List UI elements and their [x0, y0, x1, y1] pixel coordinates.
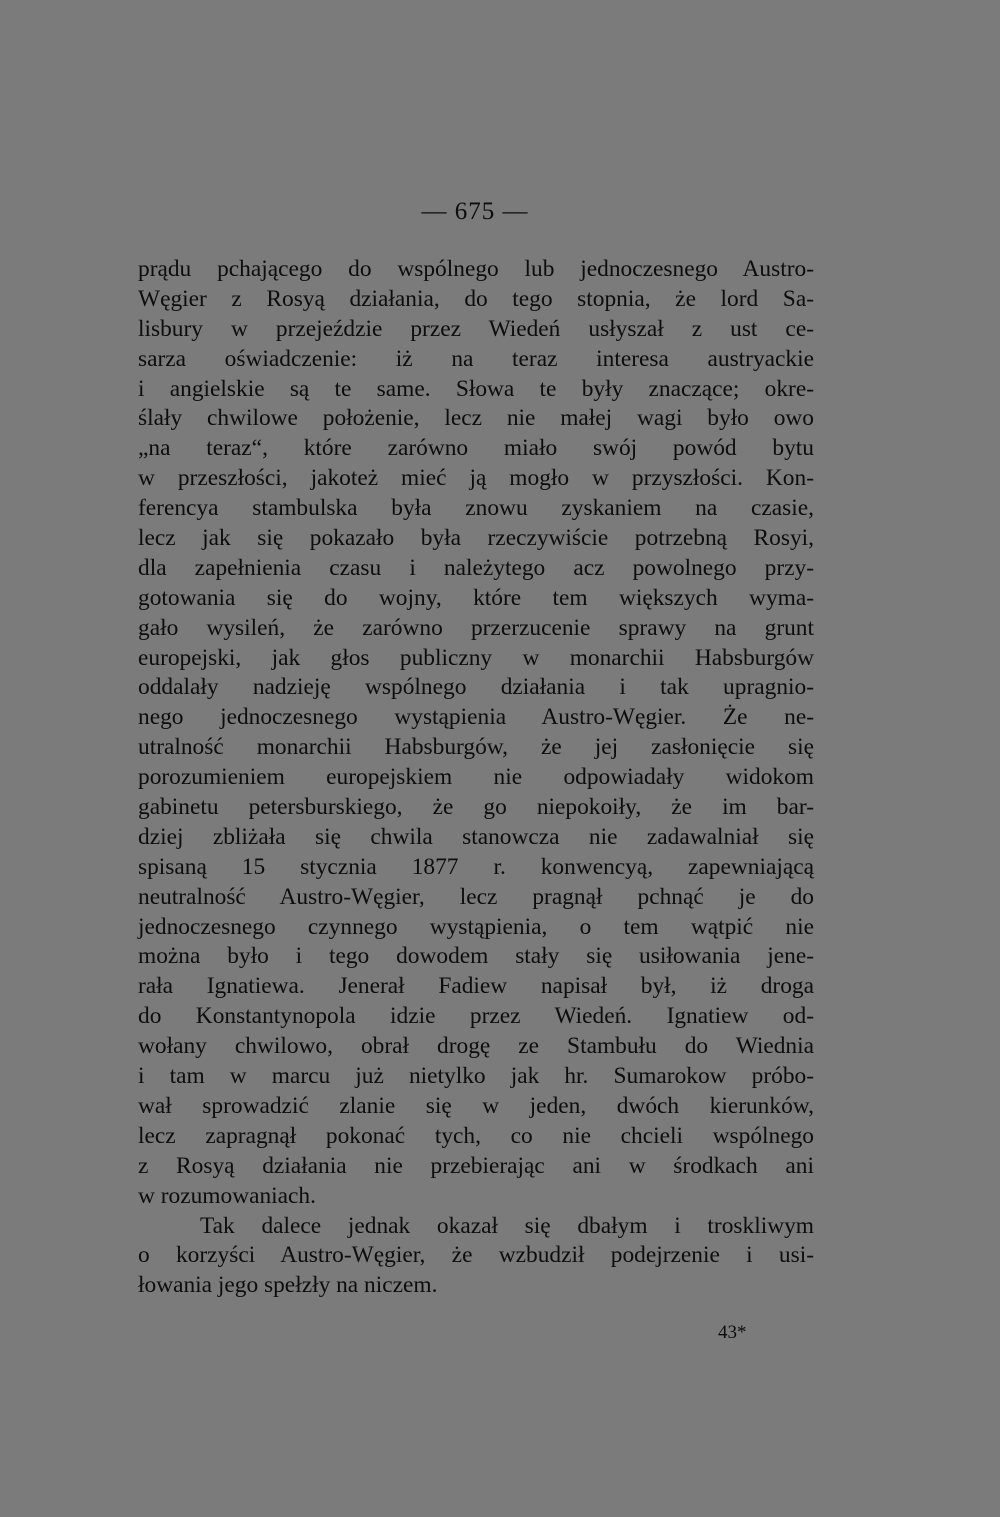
- text-line: wał sprowadzić zlanie się w jeden, dwóch kierunków,: [138, 1092, 814, 1119]
- text-line: porozumieniem europejskiem nie odpowiadały widokom: [138, 764, 814, 791]
- paragraph-start-line: Tak dalece jednak okazał się dbałym i troskliwym: [200, 1212, 814, 1239]
- text-line: w przeszłości, jakoteż mieć ją mogło w przyszłości. Kon-: [138, 465, 814, 492]
- text-line: z Rosyą działania nie przebierając ani w środkach ani: [138, 1152, 814, 1179]
- text-line: do Konstantynopola idzie przez Wiedeń. Ignatiew od-: [138, 1003, 814, 1030]
- text-line: oddalały nadzieję wspólnego działania i tak upragnio-: [138, 674, 814, 701]
- text-line: lecz jak się pokazało była rzeczywiście potrzebną Rosyi,: [138, 525, 814, 552]
- text-line: sarza oświadczenie: iż na teraz interesa austryackie: [138, 345, 814, 372]
- text-line: dziej zbliżała się chwila stanowcza nie zadawalniał się: [138, 823, 814, 850]
- text-line: utralność monarchii Habsburgów, że jej zasłonięcie się: [138, 734, 814, 761]
- text-line: dla zapełnienia czasu i należytego acz powolnego przy-: [138, 554, 814, 581]
- body-text: [138, 255, 814, 1301]
- text-line: wołany chwilowo, obrał drogę ze Stambułu do Wiednia: [138, 1033, 814, 1060]
- text-line: w rozumowaniach.: [138, 1182, 316, 1209]
- text-line: ślały chwilowe położenie, lecz nie małej wagi było owo: [138, 405, 814, 432]
- text-line: rała Ignatiewa. Jenerał Fadiew napisał był, iż droga: [138, 973, 814, 1000]
- text-line: Węgier z Rosyą działania, do tego stopnia, że lord Sa-: [138, 285, 814, 312]
- text-line: można było i tego dowodem stały się usiłowania jene-: [138, 943, 814, 970]
- text-line: lisbury w przejeździe przez Wiedeń usłyszał z ust ce-: [138, 315, 814, 342]
- text-line: gotowania się do wojny, które tem większych wyma-: [138, 584, 814, 611]
- text-line: o korzyści Austro-Węgier, że wzbudził podejrzenie i usi-: [138, 1242, 814, 1269]
- text-line: gało wysileń, że zarówno przerzucenie sprawy na grunt: [138, 614, 814, 641]
- text-line: europejski, jak głos publiczny w monarchii Habsburgów: [138, 644, 814, 671]
- text-line: jednoczesnego czynnego wystąpienia, o tem wątpić nie: [138, 913, 814, 940]
- printer-signature-mark: 43*: [718, 1322, 747, 1343]
- text-line: „na teraz“, które zarówno miało swój powód bytu: [138, 435, 814, 462]
- text-line: lecz zapragnął pokonać tych, co nie chcieli wspólnego: [138, 1122, 814, 1149]
- text-line: łowania jego spełzły na niczem.: [138, 1272, 438, 1299]
- text-line: prądu pchającego do wspólnego lub jednoczesnego Austro-: [138, 256, 814, 282]
- text-line: gabinetu petersburskiego, że go niepokoiły, że im bar-: [138, 794, 814, 821]
- page-number: — 675 —: [421, 198, 529, 225]
- text-line: ferencya stambulska była znowu zyskaniem na czasie,: [138, 495, 814, 522]
- text-line: nego jednoczesnego wystąpienia Austro-Węgier. Że ne-: [138, 704, 814, 731]
- text-line: i angielskie są te same. Słowa te były znaczące; okre-: [138, 375, 814, 402]
- text-line: neutralność Austro-Węgier, lecz pragnął pchnąć je do: [138, 883, 814, 910]
- text-line: spisaną 15 stycznia 1877 r. konwencyą, zapewniającą: [138, 853, 814, 880]
- text-line: i tam w marcu już nietylko jak hr. Sumarokow próbo-: [138, 1063, 814, 1090]
